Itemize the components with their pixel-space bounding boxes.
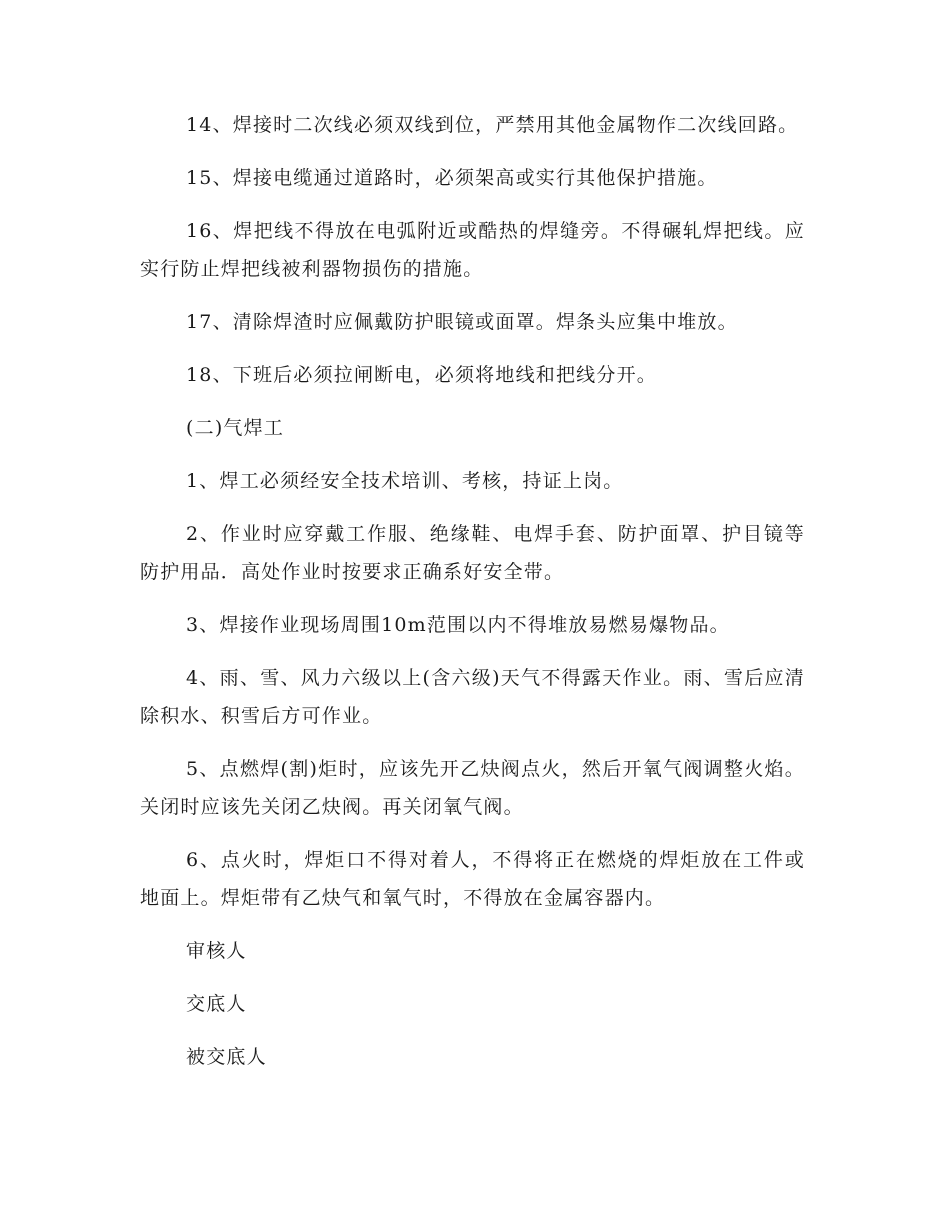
paragraph-item-4: 4、雨、雪、风力六级以上(含六级)天气不得露天作业。雨、雪后应清除积水、积雪后方可作业。: [140, 667, 805, 727]
signature-briefer: 交底人: [186, 993, 247, 1015]
paragraph-item-14: 14、焊接时二次线必须双线到位，严禁用其他金属物作二次线回路。: [186, 114, 799, 136]
paragraph-item-3: 3、焊接作业现场周围10m范围以内不得堆放易燃易爆物品。: [186, 614, 730, 636]
section-heading-gas-welder: (二)气焊工: [186, 417, 285, 439]
paragraph-item-17: 17、清除焊渣时应佩戴防护眼镜或面罩。焊条头应集中堆放。: [186, 311, 738, 333]
paragraph-item-5: 5、点燃焊(割)炬时，应该先开乙炔阀点火，然后开氧气阀调整火焰。关闭时应该先关闭乙炔阀。再关闭氧气阀。: [140, 758, 805, 818]
paragraph-item-16: 16、焊把线不得放在电弧附近或酷热的焊缝旁。不得碾轧焊把线。应实行防止焊把线被利器物损伤的措施。: [140, 220, 805, 280]
paragraph-item-6: 6、点火时，焊炬口不得对着人，不得将正在燃烧的焊炬放在工件或地面上。焊炬带有乙炔气和氧气时，不得放在金属容器内。: [140, 849, 805, 909]
paragraph-item-2: 2、作业时应穿戴工作服、绝缘鞋、电焊手套、防护面罩、护目镜等防护用品．高处作业时按要求正确系好安全带。: [140, 523, 805, 583]
document-body: [140, 106, 805, 1091]
signature-briefed: 被交底人: [186, 1046, 267, 1068]
paragraph-item-15: 15、焊接电缆通过道路时，必须架高或实行其他保护措施。: [186, 167, 718, 189]
paragraph-item-18: 18、下班后必须拉闸断电，必须将地线和把线分开。: [186, 364, 657, 386]
paragraph-item-1: 1、焊工必须经安全技术培训、考核，持证上岗。: [186, 470, 624, 492]
signature-reviewer: 审核人: [186, 940, 247, 962]
